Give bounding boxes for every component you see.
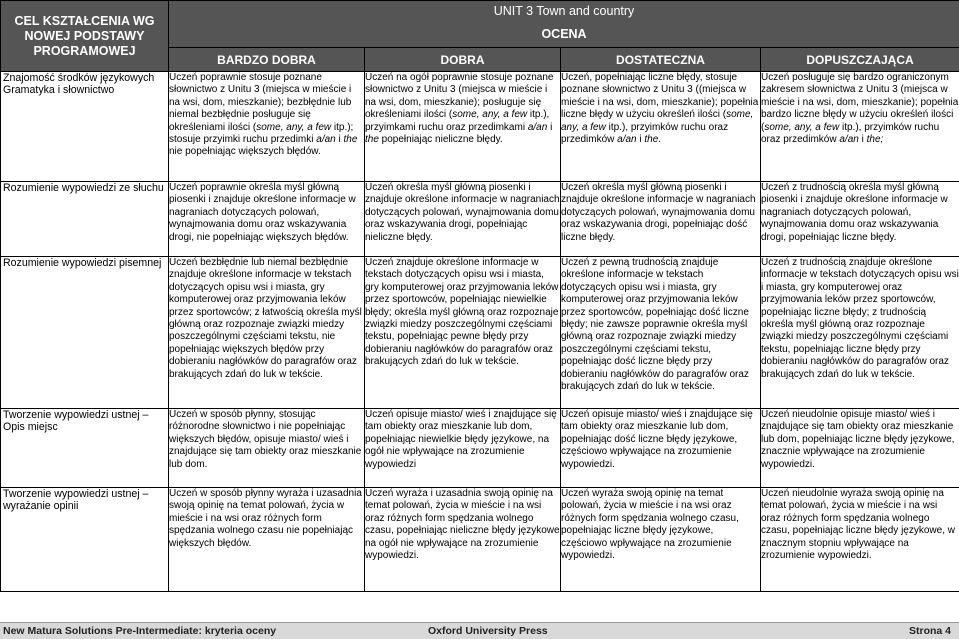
corner-line-1: CEL KSZTAŁCENIA WG [1, 14, 168, 29]
corner-header [1, 1, 169, 72]
cell-very-good: Uczeń w sposób płynny, stosując różnorodne słownictwo i nie popełniając większych błędów, opisuje miasto/ wieś i znajdujące się tam obiekty oraz mieszkanie lub dom. [169, 409, 365, 488]
cell-sufficient: Uczeń określa myśl główną piosenki i znajduje określone informacje w nagraniach dotyczących polowań, wynajmowania domu oraz wskazywania drogi, popełniając dość liczne błędy. [561, 182, 761, 257]
row-label: Rozumienie wypowiedzi ze słuchu [1, 182, 169, 257]
cell-sufficient: Uczeń z pewną trudnością znajduje określone informacje w tekstach dotyczących opisu wsi i miasta, gry komputerowej oraz przyjmowania leków przez sportowców, popełniając dość liczne błędy; nie zawsze poprawnie określa myśl główną oraz rozpoznaje związki miedzy poszczególnymi częściami tekstu, popełniając dość liczne błędy przy dobieraniu nagłówków do paragrafów oraz brakujących zdań do luk w tekście. [561, 257, 761, 409]
cell-sufficient: Uczeń, popełniając liczne błędy, stosuje poznane słownictwo z Unitu 3 ((miejsca w mieście i na wsi, dom, mieszkanie); popełnia liczne błędy w użyciu określeń ilości (some, any, a few itp.), przyimków ruchu oraz przedimków a/an i the. [561, 72, 761, 182]
cell-pass: Uczeń posługuje się bardzo ograniczonym zakresem słownictwa z Unitu 3 (miejsca w mieście i na wsi, dom, mieszkanie); popełnia bardzo liczne błędy w użyciu określeń ilości (some, any, a few itp.), przyimków ruchu oraz przedimków a/an i the; [761, 72, 959, 182]
footer-page-number: Strona 4 [909, 625, 951, 637]
table-row [1, 488, 959, 592]
table-row [1, 409, 959, 488]
cell-very-good: Uczeń w sposób płynny wyraża i uzasadnia swoją opinię na temat polowań, życia w mieście i na wsi oraz różnych form spędzania wolnego czasu nie popełniając większych błędów. [169, 488, 365, 592]
row-label: Znajomość środków językowych Gramatyka i słownictwo [1, 72, 169, 182]
grade-pass: DOPUSZCZAJĄCA [761, 48, 959, 72]
table-row [1, 257, 959, 409]
cell-very-good: Uczeń poprawnie określa myśl główną piosenki i znajduje określone informacje w nagraniach dotyczących polowań, wynajmowania domu oraz wskazywania drogi, nie popełniając większych błędów. [169, 182, 365, 257]
cell-very-good: Uczeń poprawnie stosuje poznane słownictwo z Unitu 3 (miejsca w mieście i na wsi, dom, mieszkanie); bezbłędnie lub niemal bezbłędnie posługuje się określeniami ilości (some, any, a few itp.); stosuje przyimki ruchu przedimki a/an i the nie popełniając większych błędów. [169, 72, 365, 182]
row-label: Rozumienie wypowiedzi pisemnej [1, 257, 169, 409]
table-row [1, 182, 959, 257]
footer-publisher: Oxford University Press [428, 625, 548, 637]
row-label: Tworzenie wypowiedzi ustnej – Opis miejsc [1, 409, 169, 488]
grade-good: DOBRA [365, 48, 561, 72]
cell-very-good: Uczeń bezbłędnie lub niemal bezbłędnie znajduje określone informacje w tekstach dotyczących opisu wsi i miasta, gry komputerowej oraz przyjmowania leków przez sportowców; z łatwością określa myśl główną oraz rozpoznaje związki miedzy poszczególnymi częściami tekstu, nie popełniając większych błędów przy dobieraniu nagłówków do paragrafów oraz brakujących zdań do luk w tekście. [169, 257, 365, 409]
cell-sufficient: Uczeń opisuje miasto/ wieś i znajdujące się tam obiekty oraz mieszkanie lub dom, popełniając dość liczne błędy językowe, częściowo wpływające na zrozumienie wypowiedzi. [561, 409, 761, 488]
cell-good: Uczeń określa myśl główną piosenki i znajduje określone informacje w nagraniach dotyczących polowań, wynajmowania domu oraz wskazywania drogi, popełniając nieliczne błędy. [365, 182, 561, 257]
cell-good: Uczeń znajduje określone informacje w tekstach dotyczących opisu wsi i miasta, gry komputerowej oraz przyjmowania leków przez sportowców, popełniając niewielkie błędy; określa myśl główną oraz rozpoznaje związki miedzy poszczególnymi częściami tekstu, popełniając pewne błędy przy dobieraniu nagłówków do paragrafów oraz brakujących zdań do luk w tekście. [365, 257, 561, 409]
corner-line-3: PROGRAMOWEJ [1, 44, 168, 59]
corner-line-2: NOWEJ PODSTAWY [1, 29, 168, 44]
row-label: Tworzenie wypowiedzi ustnej – wyrażanie opinii [1, 488, 169, 592]
table-row [1, 72, 959, 182]
cell-good: Uczeń na ogół poprawnie stosuje poznane słownictwo z Unitu 3 (miejsca w mieście i na wsi, dom, mieszkanie); posługuje się określeniami ilości (some, any, a few itp.), przyimkami ruchu oraz przedimkami a/an i the popełniając nieliczne błędy. [365, 72, 561, 182]
footer-title: New Matura Solutions Pre-Intermediate: kryteria oceny [3, 625, 276, 637]
cell-good: Uczeń opisuje miasto/ wieś i znajdujące się tam obiekty oraz mieszkanie lub dom, popełniając niewielkie błędy językowe, na ogół nie wpływające na zrozumienie wypowiedzi [365, 409, 561, 488]
cell-sufficient: Uczeń wyraża swoją opinię na temat polowań, życia w mieście i na wsi oraz różnych form spędzania wolnego czasu, popełniając liczne błędy językowe, częściowo wpływające na zrozumienie wypowiedzi. [561, 488, 761, 592]
cell-good: Uczeń wyraża i uzasadnia swoją opinię na temat polowań, życia w mieście i na wsi oraz różnych form spędzania wolnego czasu, popełniając nieliczne błędy językowe na ogół nie wpływające na zrozumienie wypowiedzi. [365, 488, 561, 592]
grade-title: OCENA [169, 22, 959, 48]
cell-pass: Uczeń z trudnością określa myśl główną piosenki i znajduje określone informacje w nagraniach dotyczących polowań, wynajmowania domu oraz wskazywania drogi, popełniając liczne błędy. [761, 182, 959, 257]
unit-title: UNIT 3 Town and country [169, 1, 959, 22]
cell-pass: Uczeń z trudnością znajduje określone informacje w tekstach dotyczących opisu wsi i miasta, gry komputerowej oraz przyjmowania leków przez sportowców, popełniając liczne błędy; z trudnością określa myśl główną oraz rozpoznaje związki miedzy poszczególnymi częściami tekstu, popełniając liczne błędy przy dobieraniu nagłówków do paragrafów oraz brakujących zdań do luk w tekście. [761, 257, 959, 409]
cell-pass: Uczeń nieudolnie wyraża swoją opinię na temat polowań, życia w mieście i na wsi oraz różnych form spędzania wolnego czasu, popełniając liczne błędy językowe, w znacznym stopniu wpływające na zrozumienie wypowiedzi. [761, 488, 959, 592]
cell-pass: Uczeń nieudolnie opisuje miasto/ wieś i znajdujące się tam obiekty oraz mieszkanie lub dom, popełniając liczne błędy językowe, znacznie wpływające na zrozumienie wypowiedzi. [761, 409, 959, 488]
grade-very-good: BARDZO DOBRA [169, 48, 365, 72]
page-footer [0, 622, 959, 639]
grade-sufficient: DOSTATECZNA [561, 48, 761, 72]
